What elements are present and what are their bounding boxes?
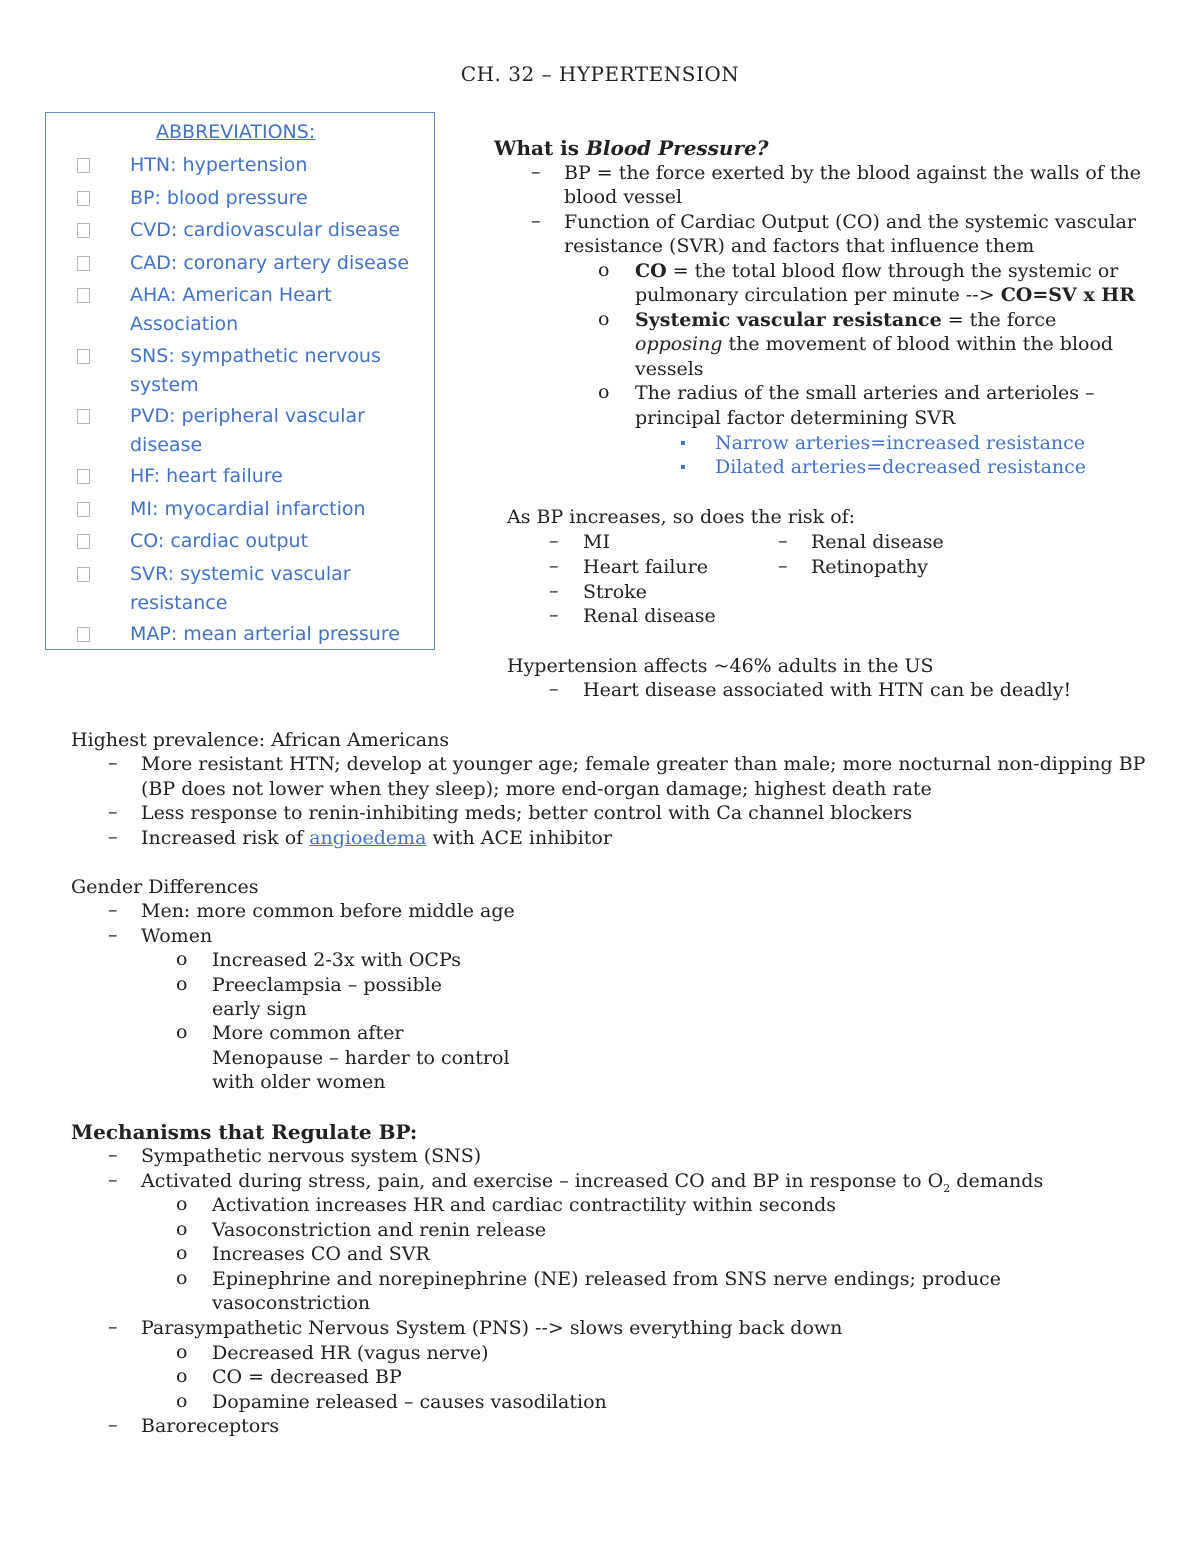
checkbox-icon: [77, 256, 90, 271]
pns-item: Dopamine released – causes vasodilation: [212, 1391, 607, 1413]
dash-bullet: –: [108, 924, 118, 946]
risk-intro: As BP increases, so does the risk of:: [507, 506, 856, 528]
dash-bullet: –: [108, 899, 118, 921]
highest-item: Less response to renin-inhibiting meds; better control with Ca channel blockers: [141, 802, 913, 824]
co-definition: CO = the total blood flow through the systemic or: [635, 260, 1119, 282]
mechanism-item: Sympathetic nervous system (SNS): [141, 1145, 482, 1167]
women-item: More common after: [212, 1022, 404, 1044]
dilated-arteries: Dilated arteries=decreased resistance: [715, 456, 1087, 478]
highest-item: More resistant HTN; develop at younger age; female greater than male; more nocturnal non-dipping BP: [141, 753, 1146, 775]
checkbox-icon: [77, 534, 90, 549]
women-item-cont: with older women: [212, 1071, 386, 1093]
circle-bullet: o: [176, 973, 188, 995]
sns-item: Vasoconstriction and renin release: [212, 1219, 547, 1241]
highest-item-cont: (BP does not lower when they sleep); more end-organ damage; highest death rate: [141, 778, 932, 800]
women-item: Preeclampsia – possible: [212, 974, 442, 996]
dash-bullet: –: [108, 1414, 118, 1436]
sns-item: Epinephrine and norepinephrine (NE) released from SNS nerve endings; produce: [212, 1268, 1001, 1290]
risk-item: Retinopathy: [811, 556, 929, 578]
dash-bullet: –: [549, 604, 559, 626]
checkbox-icon: [77, 502, 90, 517]
radius-note: The radius of the small arteries and arterioles –: [635, 382, 1095, 404]
risk-item: Heart failure: [583, 556, 708, 578]
highest-prevalence-heading: Highest prevalence: African Americans: [71, 729, 450, 751]
dash-bullet: –: [549, 678, 559, 700]
sns-item-cont: vasoconstriction: [212, 1292, 371, 1314]
dash-bullet: –: [778, 555, 788, 577]
square-bullet-icon: [681, 441, 685, 445]
circle-bullet: o: [176, 1193, 188, 1215]
dash-bullet: –: [531, 210, 541, 232]
mechanisms-heading: Mechanisms that Regulate BP:: [71, 1120, 418, 1144]
co-formula-line: pulmonary circulation per minute --> CO=SV x HR: [635, 284, 1136, 306]
sns-item: Activation increases HR and cardiac contractility within seconds: [212, 1194, 837, 1216]
prevalence-line: Hypertension affects ~46% adults in the US: [507, 655, 934, 677]
prevalence-sub: Heart disease associated with HTN can be deadly!: [583, 679, 1072, 701]
dash-bullet: –: [108, 826, 118, 848]
checkbox-icon: [77, 223, 90, 238]
bp-function: Function of Cardiac Output (CO) and the systemic vascular: [564, 211, 1136, 233]
gender-item: Women: [141, 925, 213, 947]
risk-item: Stroke: [583, 581, 647, 603]
dash-bullet: –: [108, 801, 118, 823]
bp-heading: What is Blood Pressure?: [494, 136, 769, 160]
circle-bullet: o: [598, 308, 610, 330]
checkbox-icon: [77, 288, 90, 303]
pns-item: CO = decreased BP: [212, 1366, 402, 1388]
circle-bullet: o: [598, 259, 610, 281]
risk-item: Renal disease: [811, 531, 944, 553]
sns-item: Increases CO and SVR: [212, 1243, 430, 1265]
circle-bullet: o: [176, 1365, 188, 1387]
circle-bullet: o: [176, 1390, 188, 1412]
dash-bullet: –: [549, 580, 559, 602]
gender-item: Men: more common before middle age: [141, 900, 515, 922]
dash-bullet: –: [108, 752, 118, 774]
abbreviations-heading: ABBREVIATIONS:: [156, 121, 316, 143]
mechanism-item: Activated during stress, pain, and exercise – increased CO and BP in response to $O_2$ demands: [141, 1170, 1044, 1195]
dash-bullet: –: [108, 1169, 118, 1191]
checkbox-icon: [77, 627, 90, 642]
checkbox-icon: [77, 158, 90, 173]
checkbox-icon: [77, 567, 90, 582]
gender-heading: Gender Differences: [71, 876, 259, 898]
circle-bullet: o: [176, 948, 188, 970]
dash-bullet: –: [549, 555, 559, 577]
circle-bullet: o: [176, 1341, 188, 1363]
checkbox-icon: [77, 191, 90, 206]
bp-definition-cont: blood vessel: [564, 186, 683, 208]
angioedema-link[interactable]: angioedema: [309, 827, 427, 849]
abbreviations-box: ABBREVIATIONS: HTN: hypertension BP: blood pressure CVD: cardiovascular disease CAD: coronary artery disease AHA: American Heart Association SNS: sympathetic nervous system PVD: peripheral vascular disease HF: heart failure MI: myocardial infarction CO: cardiac output SVR: systemic vascular resistance MAP: mean arterial pressure: [45, 112, 435, 650]
women-item-cont: early sign: [212, 998, 307, 1020]
bp-definition: BP = the force exerted by the blood against the walls of the: [564, 162, 1142, 184]
svr-definition: Systemic vascular resistance = the force: [635, 309, 1057, 331]
bp-function-cont: resistance (SVR) and factors that influence them: [564, 235, 1035, 257]
page-title: CH. 32 – HYPERTENSION: [460, 62, 740, 86]
circle-bullet: o: [176, 1218, 188, 1240]
highest-item: Increased risk of angioedema with ACE inhibitor: [141, 827, 612, 849]
dash-bullet: –: [108, 1144, 118, 1166]
circle-bullet: o: [176, 1267, 188, 1289]
mechanism-item: Baroreceptors: [141, 1415, 280, 1437]
checkbox-icon: [77, 349, 90, 364]
mechanism-item: Parasympathetic Nervous System (PNS) --> slows everything back down: [141, 1317, 843, 1339]
radius-note-cont: principal factor determining SVR: [635, 407, 956, 429]
women-item: Increased 2-3x with OCPs: [212, 949, 461, 971]
dash-bullet: –: [531, 161, 541, 183]
risk-item: MI: [583, 531, 610, 553]
dash-bullet: –: [108, 1316, 118, 1338]
risk-item: Renal disease: [583, 605, 716, 627]
women-item-cont: Menopause – harder to control: [212, 1047, 510, 1069]
svr-definition-end: vessels: [635, 358, 704, 380]
circle-bullet: o: [598, 381, 610, 403]
svr-definition-cont: opposing the movement of blood within the blood: [635, 333, 1114, 355]
circle-bullet: o: [176, 1021, 188, 1043]
circle-bullet: o: [176, 1242, 188, 1264]
dash-bullet: –: [549, 530, 559, 552]
dash-bullet: –: [778, 530, 788, 552]
pns-item: Decreased HR (vagus nerve): [212, 1342, 489, 1364]
narrow-arteries: Narrow arteries=increased resistance: [715, 432, 1086, 454]
checkbox-icon: [77, 409, 90, 424]
square-bullet-icon: [681, 465, 685, 469]
checkbox-icon: [77, 469, 90, 484]
